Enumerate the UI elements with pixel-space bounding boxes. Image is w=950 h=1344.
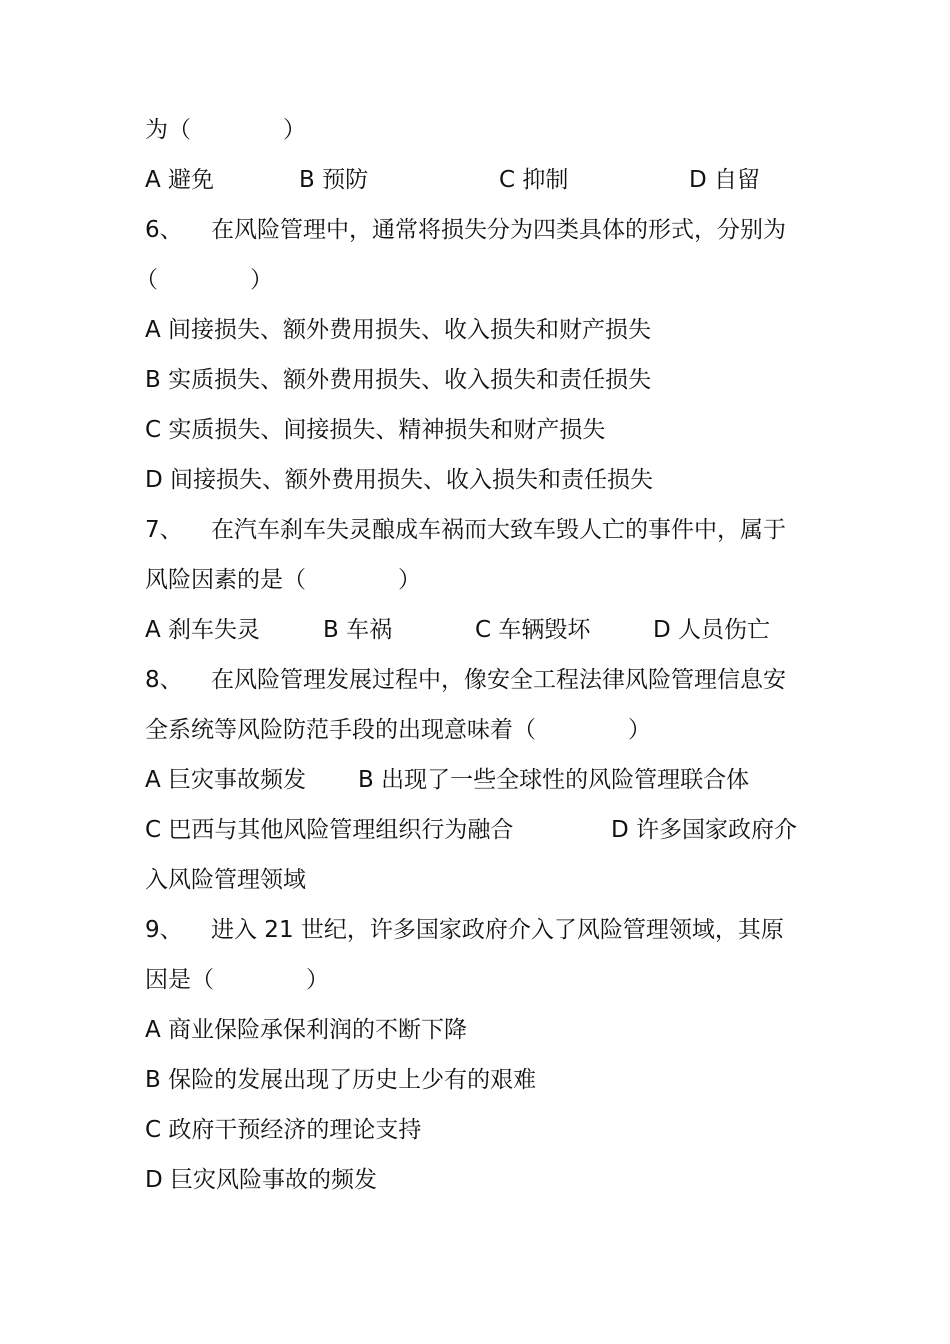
q9-option-a-line (145, 1010, 815, 1050)
q8-option-d: D 许多国家政府介 (611, 817, 798, 843)
q8-options-line2 (145, 810, 815, 850)
q9-option-a: A 商业保险承保利润的不断下降 (145, 1017, 468, 1043)
q6-option-a: A 间接损失、额外费用损失、收入损失和财产损失 (145, 317, 652, 343)
q8-stem-line1 (145, 660, 815, 700)
q6-option-d: D 间接损失、额外费用损失、收入损失和责任损失 (145, 467, 654, 493)
q8-option-d-continued-line (145, 860, 815, 900)
q8-stem-text-2: 全系统等风险防范手段的出现意味着（ ） (145, 717, 651, 743)
q6-option-b: B 实质损失、额外费用损失、收入损失和责任损失 (145, 367, 652, 393)
q5-options-line (145, 160, 815, 200)
q8-option-b: B 出现了一些全球性的风险管理联合体 (358, 767, 750, 793)
q9-option-b-line (145, 1060, 815, 1100)
q7-stem-text-2: 风险因素的是（ ） (145, 567, 421, 593)
q9-option-d-line (145, 1160, 815, 1200)
q9-stem-text-2: 因是（ ） (145, 967, 329, 993)
q6-stem-line2 (135, 260, 815, 300)
q7-option-b: B 车祸 (323, 617, 393, 643)
q5-option-c: C 抑制 (499, 167, 569, 193)
q6-option-c-line (145, 410, 815, 450)
q7-option-a: A 刹车失灵 (145, 617, 261, 643)
q5-option-b: B 预防 (299, 167, 369, 193)
q5-stem-tail-line (145, 110, 815, 150)
q6-stem-text: 在风险管理中，通常将损失分为四类具体的形式，分别为 (211, 217, 786, 243)
q5-stem-tail: 为（ ） (145, 117, 306, 143)
q9-number: 9、 (145, 917, 183, 943)
q6-number: 6、 (145, 217, 183, 243)
q6-option-a-line (145, 310, 815, 350)
q9-stem-line1 (145, 910, 815, 950)
q6-stem-line1 (145, 210, 815, 250)
q9-stem-line2 (145, 960, 815, 1000)
q9-stem-text: 进入 21 世纪，许多国家政府介入了风险管理领域，其原 (211, 917, 784, 943)
q6-option-b-line (145, 360, 815, 400)
q5-option-a: A 避免 (145, 167, 215, 193)
q7-option-c: C 车辆毁坏 (475, 617, 591, 643)
q8-stem-text: 在风险管理发展过程中，像安全工程法律风险管理信息安 (211, 667, 786, 693)
q8-options-line1 (145, 760, 815, 800)
q5-option-d: D 自留 (689, 167, 761, 193)
q7-option-d: D 人员伤亡 (653, 617, 771, 643)
q7-stem-line2 (145, 560, 815, 600)
q9-option-c: C 政府干预经济的理论支持 (145, 1117, 422, 1143)
q7-number: 7、 (145, 517, 183, 543)
q8-option-a: A 巨灾事故频发 (145, 767, 307, 793)
q7-options-line (145, 610, 815, 650)
q9-option-b: B 保险的发展出现了历史上少有的艰难 (145, 1067, 537, 1093)
q6-option-d-line (145, 460, 815, 500)
q8-stem-line2 (145, 710, 815, 750)
q6-option-c: C 实质损失、间接损失、精神损失和财产损失 (145, 417, 606, 443)
q6-answer-blank: （ ） (135, 267, 273, 293)
q8-number: 8、 (145, 667, 183, 693)
q9-option-c-line (145, 1110, 815, 1150)
q9-option-d: D 巨灾风险事故的频发 (145, 1167, 378, 1193)
q7-stem-text: 在汽车刹车失灵酿成车祸而大致车毁人亡的事件中，属于 (211, 517, 786, 543)
q8-option-c: C 巴西与其他风险管理组织行为融合 (145, 817, 514, 843)
q7-stem-line1 (145, 510, 815, 550)
q8-option-d-continued: 入风险管理领域 (145, 867, 306, 893)
